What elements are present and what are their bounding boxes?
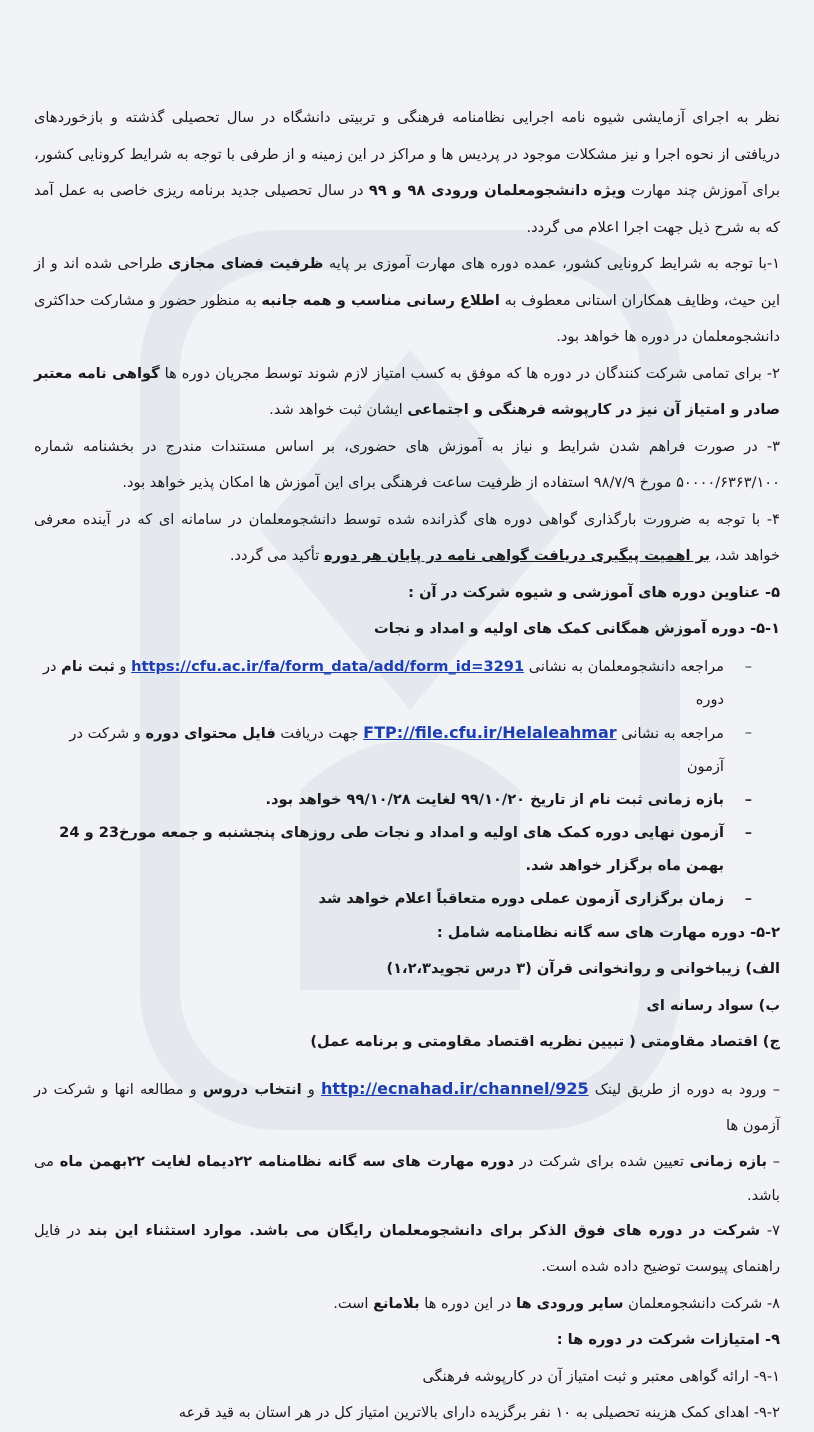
list-item-practical-exam: – زمان برگزاری آزمون عملی دوره متعاقباً اعلام خواهد شد [34, 882, 752, 915]
item-2-paragraph: ۲- برای تمامی شرکت کنندگان در دوره ها که موفق به کسب امتیاز لازم شوند توسط مجریان دوره ها گواهی نامه معتبر صادر و امتیاز آن نیز در کارپوشه فرهنگی و اجتماعی ایشان ثبت خواهد شد. [34, 364, 781, 418]
document-body [0, 100, 814, 1432]
list-item-content-download: – مراجعه به نشانی FTP://file.cfu.ir/Helaleahmar جهت دریافت فایل محتوای دوره و شرکت در آزمون [34, 716, 752, 783]
course-entry-paragraph: – ورود به دوره از طریق لینک http://ecnahad.ir/channel/925 و انتخاب دروس و مطالعه انها و شرکت در آزمون ها [34, 1078, 780, 1134]
registration-link[interactable]: https://cfu.ac.ir/fa/form_data/add/form_id=3291 [131, 657, 525, 675]
course-period-paragraph: – بازه زمانی تعیین شده برای شرکت در دوره مهارت های سه گانه نظامنامه ۲۲دیماه لغایت ۲۲بهمن ماه می باشد. [34, 1152, 781, 1204]
course-jim: ج) اقتصاد مقاومتی ( تبیین نظریه اقتصاد مقاومتی و برنامه عمل) [310, 1033, 780, 1050]
item-3-paragraph: ۳- در صورت فراهم شدن شرایط و نیاز به آموزش های حضوری، بر اساس مستندات مندرج در بخشنامه شماره ۵۰۰۰۰/۶۳۶۳/۱۰۰ مورخ ۹۸/۷/۹ استفاده از ظرفیت ساعت فرهنگی برای این آموزش ها امکان پذیر خواهد بود. [34, 437, 780, 491]
ecnahad-channel-link[interactable]: http://ecnahad.ir/channel/925 [320, 1078, 589, 1098]
section-5-1-list [34, 650, 780, 915]
list-item-final-exam: – آزمون نهایی دوره کمک های اولیه و امداد و نجات طی روزهای پنجشنبه و جمعه مورخ23 و 24 بهمن ماه برگزار خواهد شد. [34, 816, 752, 882]
item-1-paragraph: ۱-با توجه به شرایط کرونایی کشور، عمده دوره های مهارت آموزی بر پایه ظرفیت فضای مجازی طراحی شده اند و از این حیث، وظایف همکاران استانی معطوف به اطلاع رسانی مناسب و همه جانبه به منظور حضور و مشارکت حداکثری دانشجومعلمان در دوره ها خواهد بود. [34, 255, 781, 345]
section-9-heading: ۹- امتیازات شرکت در دوره ها : [556, 1331, 780, 1348]
item-8-paragraph: ۸- شرکت دانشجومعلمان سایر ورودی ها در این دوره ها بلامانع است. [333, 1294, 780, 1312]
intro-paragraph: نظر به اجرای آزمایشی شیوه نامه اجرایی نظامنامه فرهنگی و تربیتی دانشگاه در سال تحصیلی گذشته و بازخوردهای دریافتی از نحوه اجرا و نیز مشکلات موجود در پردیس ها و مراکز در این زمینه و از طرفی با توجه به شرایط کرونایی کشور، برای آموزش چند مهارت ویژه دانشجومعلمان ورودی ۹۸ و ۹۹ در سال تحصیلی جدید برنامه ریزی خاصی به عمل آمد که به شرح ذیل جهت اجرا اعلام می گردد. [34, 109, 781, 236]
section-9-1: ۹-۱- ارائه گواهی معتبر و ثبت امتیاز آن در کارپوشه فرهنگی [422, 1367, 780, 1385]
section-5-2-heading: ۵-۲- دوره مهارت های سه گانه نظامنامه شامل : [436, 923, 780, 941]
course-be: ب) سواد رسانه ای [646, 996, 780, 1014]
section-5-1-heading: ۵-۱- دوره آموزش همگانی کمک های اولیه و امداد و نجات [374, 620, 780, 637]
section-5-heading: ۵- عناوین دوره های آموزشی و شیوه شرکت در آن : [408, 583, 780, 601]
list-item-registration-period: – بازه زمانی ثبت نام از تاریخ ۹۹/۱۰/۲۰ لغایت ۹۹/۱۰/۲۸ خواهد بود. [34, 783, 752, 816]
item-7-paragraph: ۷- شرکت در دوره های فوق الذکر برای دانشجومعلمان رایگان می باشد. موارد استثناء این بند در فایل راهنمای پیوست توضیح داده شده است. [34, 1221, 780, 1275]
section-9-2: ۹-۲- اهدای کمک هزینه تحصیلی به ۱۰ نفر برگزیده دارای بالاترین امتیاز کل در هر استان به قید قرعه [178, 1404, 780, 1421]
item-4-paragraph: ۴- با توجه به ضرورت بارگذاری گواهی دوره های گذرانده شده توسط دانشجومعلمان در سامانه ای که در آینده معرفی خواهد شد، بر اهمیت پیگیری دریافت گواهی نامه در پایان هر دوره تأکید می گردد. [34, 510, 780, 564]
course-alef: الف) زیباخوانی و روانخوانی قرآن (۳ درس تجوید۱،۲،۳) [386, 960, 780, 977]
list-item-registration: – مراجعه دانشجومعلمان به نشانی https://cfu.ac.ir/fa/form_data/add/form_id=3291 و ثبت نام در دوره [34, 650, 752, 716]
ftp-link[interactable]: FTP://file.cfu.ir/Helaleahmar [363, 722, 617, 742]
